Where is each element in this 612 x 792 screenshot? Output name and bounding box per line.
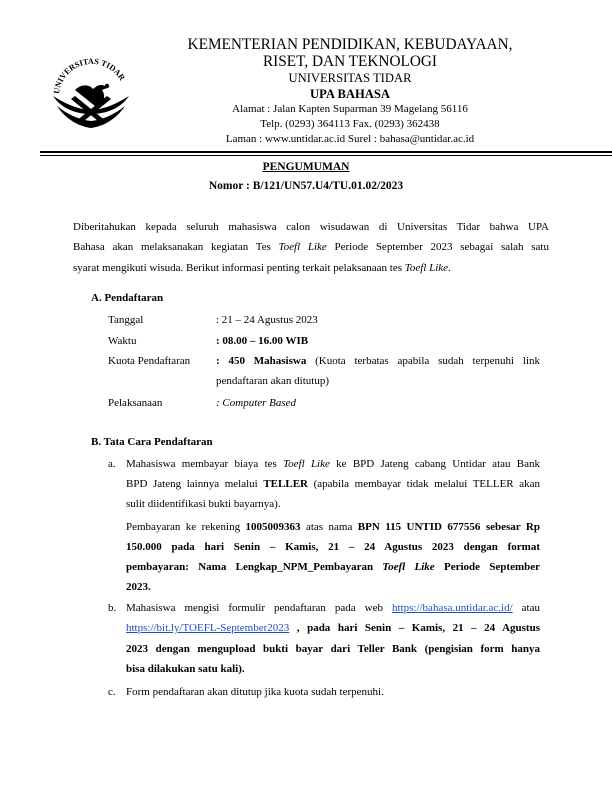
item-a-line-5: 150.000 pada hari Senin – Kamis, 21 – 24 Agustus 2023 dengan format bbox=[126, 541, 540, 553]
letterhead-rule-thick bbox=[40, 151, 612, 153]
unit-name: UPA BAHASA bbox=[310, 87, 390, 101]
item-a-line-6: pembayaran: Nama Lengkap_NPM_Pembayaran Toefl Like Periode September bbox=[126, 561, 541, 573]
row-waktu-value: : 08.00 – 16.00 WIB bbox=[216, 335, 309, 347]
item-a-line-1: Mahasiswa membayar biaya tes Toefl Like ke BPD Jateng cabang Untidar atau Bank bbox=[126, 458, 541, 470]
announcement-title: PENGUMUMAN bbox=[262, 161, 350, 173]
letterhead-rule-thin bbox=[40, 155, 612, 156]
item-a-line-4: Pembayaran ke rekening 1005009363 atas nama BPN 115 UNTID 677556 sebesar Rp bbox=[126, 521, 540, 533]
item-b-line-4: bisa dilakukan satu kali). bbox=[126, 663, 245, 675]
section-a-heading: A. Pendaftaran bbox=[91, 292, 164, 304]
logo-arc-text: UNIVERSITAS TIDAR bbox=[51, 56, 127, 95]
row-kuota-label: Kuota Pendaftaran bbox=[108, 355, 191, 367]
item-b-line-2: https://bit.ly/TOEFL-September2023 , pada hari Senin – Kamis, 21 – 24 Agustus bbox=[126, 622, 540, 634]
section-b-heading: B. Tata Cara Pendaftaran bbox=[91, 436, 213, 448]
ministry-line-1: KEMENTERIAN PENDIDIKAN, KEBUDAYAAN, bbox=[187, 36, 513, 53]
intro-line-3: syarat mengikuti wisuda. Berikut informasi penting terkait pelaksanaan tes Toefl Like. bbox=[73, 262, 451, 274]
ministry-line-2: RISET, DAN TEKNOLOGI bbox=[262, 53, 438, 70]
row-pelaksanaan-value: : Computer Based bbox=[216, 397, 297, 409]
intro-line-2: Bahasa akan melaksanakan kegiatan Tes Toefl Like Periode September 2023 sebagai salah satu bbox=[73, 241, 549, 253]
university-name: UNIVERSITAS TIDAR bbox=[288, 71, 412, 85]
row-kuota-value: : 450 Mahasiswa (Kuota terbatas apabila sudah terpenuhi link bbox=[216, 355, 540, 367]
item-a-line-3: sulit diidentifikasi bukti bayarnya). bbox=[126, 498, 281, 510]
row-tanggal-value: : 21 – 24 Agustus 2023 bbox=[216, 314, 318, 326]
item-b-line-1: Mahasiswa mengisi formulir pendaftaran pada web https://bahasa.untidar.ac.id/ atau bbox=[126, 602, 540, 614]
item-a-line-2: BPD Jateng lainnya melalui TELLER (apabila membayar tidak melalui TELLER akan bbox=[126, 478, 541, 490]
row-tanggal-label: Tanggal bbox=[108, 314, 144, 326]
item-a-line-7: 2023. bbox=[126, 581, 151, 593]
web-email-line: Laman : www.untidar.ac.id Surel : bahasa@untidar.ac.id bbox=[225, 133, 475, 145]
row-pelaksanaan-label: Pelaksanaan bbox=[108, 397, 163, 409]
item-b-marker: b. bbox=[108, 602, 117, 614]
item-c-text: Form pendaftaran akan ditutup jika kuota sudah terpenuhi. bbox=[126, 686, 384, 698]
link-bitly-toefl[interactable]: https://bit.ly/TOEFL-September2023 bbox=[126, 622, 290, 634]
row-waktu-label: Waktu bbox=[108, 335, 137, 347]
item-b-line-3: 2023 dengan mengupload bukti bayar dari Teller Bank (pengisian form hanya bbox=[126, 643, 540, 655]
item-a-marker: a. bbox=[108, 458, 116, 470]
row-kuota-value-line-2: pendaftaran akan ditutup) bbox=[216, 375, 330, 387]
intro-line-1: Diberitahukan kepada seluruh mahasiswa calon wisudawan di Universitas Tidar bahwa UPA bbox=[73, 221, 549, 233]
announcement-number: Nomor : B/121/UN57.U4/TU.01.02/2023 bbox=[208, 180, 404, 192]
university-logo bbox=[45, 44, 137, 136]
link-bahasa-untidar[interactable]: https://bahasa.untidar.ac.id/ bbox=[392, 602, 513, 614]
phone-line: Telp. (0293) 364113 Fax. (0293) 362438 bbox=[260, 118, 440, 130]
item-c-marker: c. bbox=[108, 686, 116, 698]
address-line: Alamat : Jalan Kapten Suparman 39 Magelang 56116 bbox=[232, 103, 468, 115]
